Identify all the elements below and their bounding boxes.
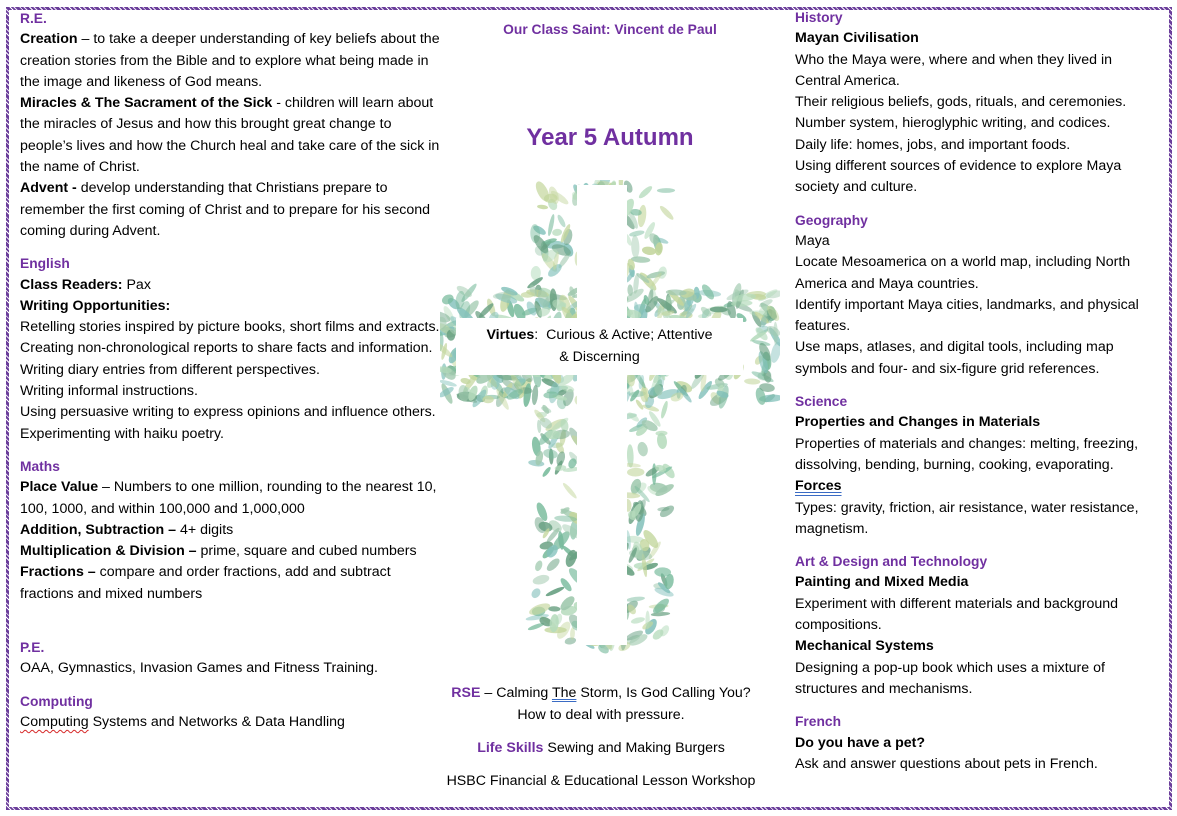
history-item: Using different sources of evidence to explore Maya society and culture. — [795, 158, 1122, 196]
leaf — [657, 188, 675, 193]
cross-shaft — [577, 185, 627, 645]
geography-item: Use maps, atlases, and digital tools, including map symbols and four- and six-figure grid references. — [795, 339, 1114, 377]
pe-section — [20, 637, 440, 680]
right-column — [795, 7, 1160, 775]
french-section — [795, 711, 1160, 775]
left-column — [20, 8, 440, 733]
computing-section — [20, 691, 440, 734]
english-item: Using persuasive writing to express opinions and influence others. — [20, 404, 436, 421]
art-text-mechanical: Designing a pop-up book which uses a mixture of structures and mechanisms. — [795, 659, 1105, 697]
leafy-cross-icon — [440, 180, 780, 655]
maths-place-text: – Numbers to one million, rounding to the nearest 10, 100, 1000, and within 100,000 and 1,000,000 — [20, 479, 437, 517]
leaf — [641, 246, 656, 256]
french-sub: Do you have a pet? — [795, 734, 926, 751]
english-item: Writing informal instructions. — [20, 383, 198, 400]
english-section — [20, 253, 440, 445]
leaf — [552, 228, 563, 236]
leaf — [537, 204, 549, 210]
science-section — [795, 391, 1160, 540]
french-heading: French — [795, 714, 841, 730]
maths-mult-text: prime, square and cubed numbers — [196, 543, 417, 560]
computing-text-spellcheck: Computing — [20, 713, 89, 730]
leaf — [631, 235, 640, 258]
english-item: Writing diary entries from different perspectives. — [20, 361, 320, 378]
english-readers-label: Class Readers: — [20, 276, 123, 293]
art-sub-mechanical: Mechanical Systems — [795, 638, 934, 655]
re-advent-label: Advent - — [20, 180, 77, 197]
re-heading: R.E. — [20, 11, 47, 26]
art-sub-painting: Painting and Mixed Media — [795, 574, 969, 591]
english-heading: English — [20, 256, 70, 272]
leaf — [548, 606, 561, 612]
english-item: Experimenting with haiku poetry. — [20, 425, 224, 442]
computing-text — [20, 712, 440, 733]
history-item: Number system, hieroglyphic writing, and codices. — [795, 115, 1111, 132]
art-section — [795, 551, 1160, 700]
virtues-text-2: & Discerning — [559, 349, 640, 365]
pe-text: OAA, Gymnastics, Invasion Games and Fitness Training. — [20, 660, 378, 677]
geography-heading: Geography — [795, 212, 868, 228]
art-heading: Art & Design and Technology — [795, 554, 988, 570]
history-item: Who the Maya were, where and when they lived in Central America. — [795, 51, 1113, 89]
science-text-forces: Types: gravity, friction, air resistance, water resistance, magnetism. — [795, 499, 1139, 537]
maths-multiplication — [20, 541, 440, 562]
geography-section — [795, 210, 1160, 380]
re-miracles-text: - children will learn about the miracles of Jesus and how this brought great change to people’s lives and how the Church heal and take care of the sick in the name of Christ. — [20, 95, 440, 176]
geography-item: Locate Mesoamerica on a world map, including North America and Maya countries. — [795, 254, 1131, 292]
re-creation-text: – to take a deeper understanding of key beliefs about the creation stories from the Bible and to explore what being made in the image and likeness of God means. — [20, 31, 440, 90]
leaf — [744, 378, 760, 385]
maths-heading: Maths — [20, 458, 60, 474]
hsbc-workshop: HSBC Financial & Educational Lesson Workshop — [446, 773, 756, 789]
maths-add-text: 4+ digits — [176, 521, 234, 538]
leaf — [534, 559, 544, 572]
history-item: Daily life: homes, jobs, and important foods. — [795, 136, 1071, 153]
re-advent — [20, 178, 440, 242]
maths-frac-text: compare and order fractions, add and subtract fractions and mixed numbers — [20, 564, 391, 602]
french-text: Ask and answer questions about pets in French. — [795, 755, 1098, 772]
maths-place-label: Place Value — [20, 479, 99, 496]
history-section — [795, 7, 1160, 199]
science-sub-materials: Properties and Changes in Materials — [795, 414, 1041, 431]
maths-add-label: Addition, Subtraction – — [20, 521, 177, 538]
leaf — [561, 482, 578, 500]
leaf — [637, 204, 648, 227]
science-text-materials: Properties of materials and changes: melting, freezing, dissolving, bending, burning, cooking, evaporating. — [795, 435, 1139, 473]
life-skills-text: Sewing and Making Burgers — [543, 740, 725, 756]
leaf — [541, 466, 552, 478]
leaf — [564, 637, 577, 646]
leaf — [630, 616, 645, 625]
rse-text-a: – Calming — [480, 685, 552, 701]
english-writing-label: Writing Opportunities: — [20, 297, 171, 314]
leaf — [545, 585, 565, 597]
leaf — [636, 441, 649, 457]
leaf — [658, 204, 675, 221]
history-heading: History — [795, 10, 843, 25]
rse-label: RSE — [451, 685, 481, 701]
re-miracles-label: Miracles & The Sacrament of the Sick — [20, 95, 273, 112]
pe-heading: P.E. — [20, 640, 45, 656]
computing-heading: Computing — [20, 693, 93, 709]
re-creation — [20, 29, 440, 93]
art-text-painting: Experiment with different materials and background compositions. — [795, 595, 1119, 634]
leaf — [530, 587, 543, 600]
re-advent-text: develop understanding that Christians prepare to remember the first coming of Christ and to prepare for his second coming during Advent. — [20, 180, 431, 239]
life-skills-label: Life Skills — [477, 740, 544, 756]
maths-mult-label: Multiplication & Division – — [20, 543, 197, 560]
leaf — [532, 573, 551, 586]
english-readers-text: Pax — [122, 276, 151, 293]
maths-addition — [20, 520, 440, 541]
class-saint: Our Class Saint: Vincent de Paul — [503, 22, 717, 37]
leaf — [542, 448, 558, 460]
virtues-box — [456, 318, 743, 375]
geography-item: Identify important Maya cities, landmarks, and physical features. — [795, 296, 1139, 335]
maths-section — [20, 456, 440, 605]
leaf — [637, 184, 654, 200]
rse-section — [440, 683, 762, 726]
english-item: Retelling stories inspired by picture books, short films and extracts. — [20, 319, 440, 336]
page-title: Year 5 Autumn — [526, 124, 694, 151]
virtues-label: Virtues — [486, 327, 535, 343]
computing-text-rest: Systems and Networks & Data Handling — [88, 713, 345, 730]
virtues-text-1: Curious & Active; Attentive — [538, 327, 713, 343]
history-item: Their religious beliefs, gods, rituals, and ceremonies. — [795, 94, 1127, 111]
maths-place-value — [20, 477, 440, 520]
maths-fractions — [20, 562, 440, 605]
re-miracles — [20, 93, 440, 178]
history-sub: Mayan Civilisation — [795, 30, 919, 47]
leaf — [546, 430, 561, 439]
rse-text-b: Storm, Is God Calling You? — [576, 685, 751, 701]
science-heading: Science — [795, 394, 848, 410]
science-sub-forces: Forces — [795, 478, 842, 495]
leaf — [627, 468, 645, 477]
virtues-line-1 — [456, 324, 743, 346]
leaf — [531, 385, 539, 406]
leaf — [660, 400, 669, 419]
maths-frac-label: Fractions – — [20, 564, 96, 581]
re-creation-label: Creation — [20, 31, 78, 48]
leaf — [545, 556, 562, 573]
leaf — [629, 229, 645, 237]
geography-item: Maya — [795, 232, 830, 249]
virtues-colon: : — [534, 327, 539, 343]
english-readers — [20, 275, 440, 296]
rse-line-1 — [440, 683, 762, 705]
re-section — [20, 8, 440, 242]
english-item: Creating non-chronological reports to share facts and information. — [20, 340, 433, 357]
leaf — [658, 503, 676, 519]
life-skills — [440, 738, 762, 760]
rse-text-the: The — [551, 685, 577, 701]
leaf — [645, 611, 649, 630]
leaf — [556, 214, 567, 229]
rse-line-2: How to deal with pressure. — [517, 706, 685, 723]
